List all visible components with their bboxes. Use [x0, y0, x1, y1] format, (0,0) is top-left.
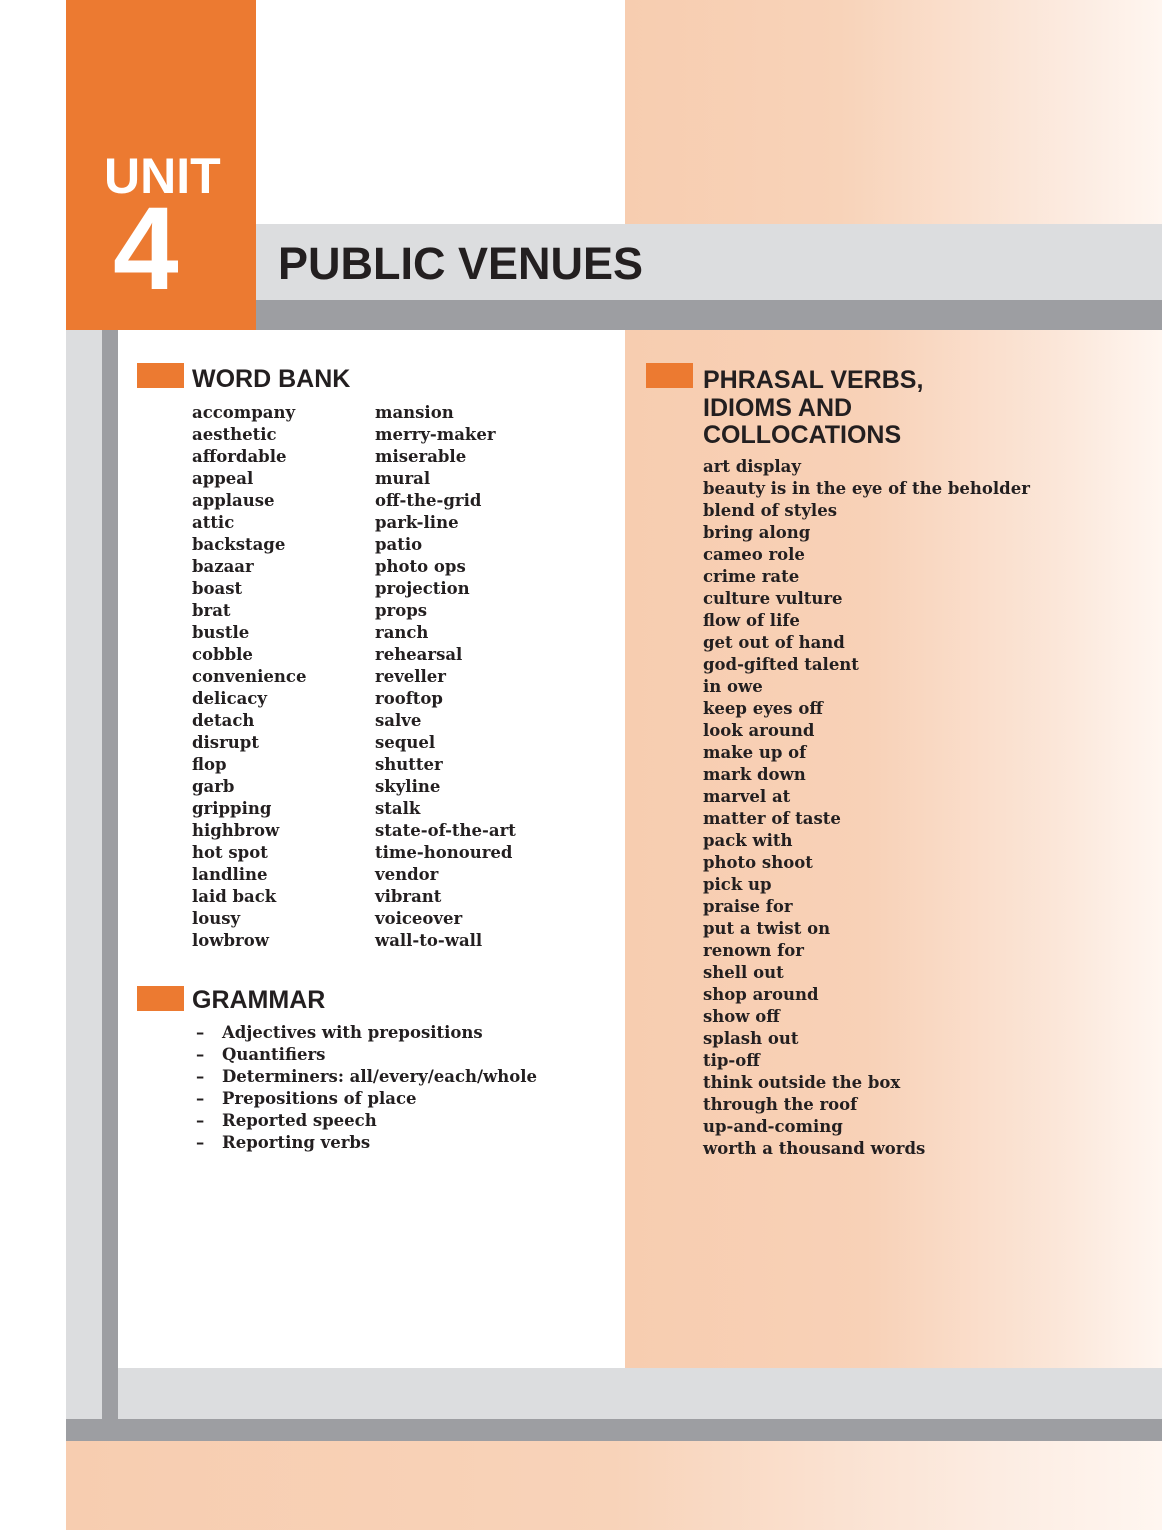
phrasal-item: crime rate — [703, 567, 800, 586]
word-bank-item: aesthetic — [192, 425, 277, 444]
grammar-item — [196, 1110, 596, 1132]
word-bank-item: stalk — [375, 799, 421, 818]
phrasal-heading — [703, 367, 1123, 450]
grammar-item — [196, 1132, 596, 1154]
word-bank-item: backstage — [192, 535, 286, 554]
grammar-item — [196, 1044, 596, 1066]
phrasal-item: god-gifted talent — [703, 655, 859, 674]
phrasal-item: matter of taste — [703, 809, 841, 828]
phrasal-item: make up of — [703, 743, 807, 762]
phrasal-item: shop around — [703, 985, 819, 1004]
word-bank-item: accompany — [192, 403, 296, 422]
word-bank-marker — [137, 363, 184, 388]
phrasal-item: get out of hand — [703, 633, 845, 652]
phrasal-marker — [646, 363, 693, 388]
word-bank-item: appeal — [192, 469, 254, 488]
phrasal-list — [703, 456, 1123, 1160]
left-frame-light — [66, 330, 102, 1420]
word-bank-item: cobble — [192, 645, 253, 664]
phrasal-item: through the roof — [703, 1095, 858, 1114]
phrasal-item: renown for — [703, 941, 804, 960]
word-bank-item: vendor — [375, 865, 439, 884]
word-bank-item: shutter — [375, 755, 443, 774]
phrasal-item: show off — [703, 1007, 780, 1026]
phrasal-item: tip-off — [703, 1051, 760, 1070]
word-bank-column-2 — [375, 402, 575, 952]
word-bank-item: projection — [375, 579, 470, 598]
word-bank-item: photo ops — [375, 557, 466, 576]
word-bank-item: merry-maker — [375, 425, 496, 444]
phrasal-item: art display — [703, 457, 801, 476]
phrasal-item: beauty is in the eye of the beholder — [703, 479, 1030, 498]
word-bank-item: convenience — [192, 667, 307, 686]
phrasal-item: blend of styles — [703, 501, 837, 520]
left-frame-dark — [102, 330, 118, 1420]
word-bank-item: gripping — [192, 799, 272, 818]
grammar-item-text: Adjectives with prepositions — [222, 1023, 483, 1042]
grammar-item — [196, 1022, 596, 1044]
bullet-dash: – — [196, 1067, 205, 1086]
word-bank-item: off-the-grid — [375, 491, 482, 510]
word-bank-item: brat — [192, 601, 231, 620]
page-title: PUBLIC VENUES — [278, 238, 644, 289]
phrasal-item: put a twist on — [703, 919, 831, 938]
phrasal-item: worth a thousand words — [703, 1139, 926, 1158]
phrasal-heading-line-1: PHRASAL VERBS, — [703, 366, 924, 394]
word-bank-item: sequel — [375, 733, 436, 752]
footer-band-peach — [66, 1441, 1162, 1530]
phrasal-item: pick up — [703, 875, 772, 894]
phrasal-item: shell out — [703, 963, 784, 982]
word-bank-item: bustle — [192, 623, 250, 642]
word-bank-item: patio — [375, 535, 423, 554]
grammar-item — [196, 1066, 596, 1088]
bullet-dash: – — [196, 1133, 205, 1152]
word-bank-item: salve — [375, 711, 422, 730]
phrasal-item: cameo role — [703, 545, 805, 564]
word-bank-item: laid back — [192, 887, 277, 906]
grammar-item-text: Reported speech — [222, 1111, 377, 1130]
phrasal-item: photo shoot — [703, 853, 813, 872]
word-bank-item: delicacy — [192, 689, 267, 708]
word-bank-item: ranch — [375, 623, 429, 642]
phrasal-item: bring along — [703, 523, 811, 542]
phrasal-item: think outside the box — [703, 1073, 901, 1092]
word-bank-item: landline — [192, 865, 268, 884]
peach-gradient-header-panel — [625, 0, 1162, 224]
word-bank-item: skyline — [375, 777, 441, 796]
grammar-heading: GRAMMAR — [192, 986, 326, 1014]
grammar-item-text: Prepositions of place — [222, 1089, 417, 1108]
bullet-dash: – — [196, 1111, 205, 1130]
word-bank-item: vibrant — [375, 887, 442, 906]
word-bank-column-1 — [192, 402, 367, 952]
bullet-dash: – — [196, 1045, 205, 1064]
word-bank-item: mansion — [375, 403, 454, 422]
bullet-dash: – — [196, 1089, 205, 1108]
phrasal-item: flow of life — [703, 611, 800, 630]
unit-number: 4 — [113, 183, 179, 315]
word-bank-item: garb — [192, 777, 235, 796]
phrasal-item: praise for — [703, 897, 793, 916]
phrasal-item: splash out — [703, 1029, 799, 1048]
word-bank-item: mural — [375, 469, 431, 488]
word-bank-item: miserable — [375, 447, 467, 466]
word-bank-item: detach — [192, 711, 255, 730]
phrasal-item: in owe — [703, 677, 763, 696]
word-bank-item: highbrow — [192, 821, 280, 840]
word-bank-item: rooftop — [375, 689, 443, 708]
grammar-marker — [137, 986, 184, 1011]
phrasal-item: keep eyes off — [703, 699, 823, 718]
word-bank-item: flop — [192, 755, 227, 774]
word-bank-item: boast — [192, 579, 243, 598]
word-bank-item: voiceover — [375, 909, 463, 928]
word-bank-item: bazaar — [192, 557, 254, 576]
phrasal-item: up-and-coming — [703, 1117, 843, 1136]
word-bank-item: disrupt — [192, 733, 259, 752]
word-bank-item: props — [375, 601, 428, 620]
word-bank-item: rehearsal — [375, 645, 463, 664]
word-bank-item: lowbrow — [192, 931, 269, 950]
word-bank-item: affordable — [192, 447, 287, 466]
word-bank-item: time-honoured — [375, 843, 513, 862]
word-bank-item: attic — [192, 513, 235, 532]
footer-band-light — [118, 1368, 1162, 1419]
phrasal-item: culture vulture — [703, 589, 843, 608]
unit-label: UNIT — [104, 148, 221, 204]
word-bank-item: wall-to-wall — [375, 931, 483, 950]
word-bank-item: lousy — [192, 909, 241, 928]
phrasal-item: mark down — [703, 765, 806, 784]
word-bank-item: park-line — [375, 513, 459, 532]
grammar-item-text: Reporting verbs — [222, 1133, 371, 1152]
grammar-item — [196, 1088, 596, 1110]
grammar-item-text: Determiners: all/every/each/whole — [222, 1067, 538, 1086]
word-bank-item: state-of-the-art — [375, 821, 516, 840]
grammar-list — [196, 1022, 596, 1154]
word-bank-item: applause — [192, 491, 275, 510]
phrasal-item: marvel at — [703, 787, 791, 806]
phrasal-item: pack with — [703, 831, 793, 850]
word-bank-item: reveller — [375, 667, 447, 686]
footer-band-gray — [66, 1419, 1162, 1441]
grammar-item-text: Quantifiers — [222, 1045, 326, 1064]
word-bank-heading: WORD BANK — [192, 365, 351, 393]
phrasal-item: look around — [703, 721, 815, 740]
word-bank-item: hot spot — [192, 843, 268, 862]
bullet-dash: – — [196, 1023, 205, 1042]
phrasal-heading-line-3: COLLOCATIONS — [703, 421, 902, 449]
phrasal-heading-line-2: IDIOMS AND — [703, 393, 853, 422]
